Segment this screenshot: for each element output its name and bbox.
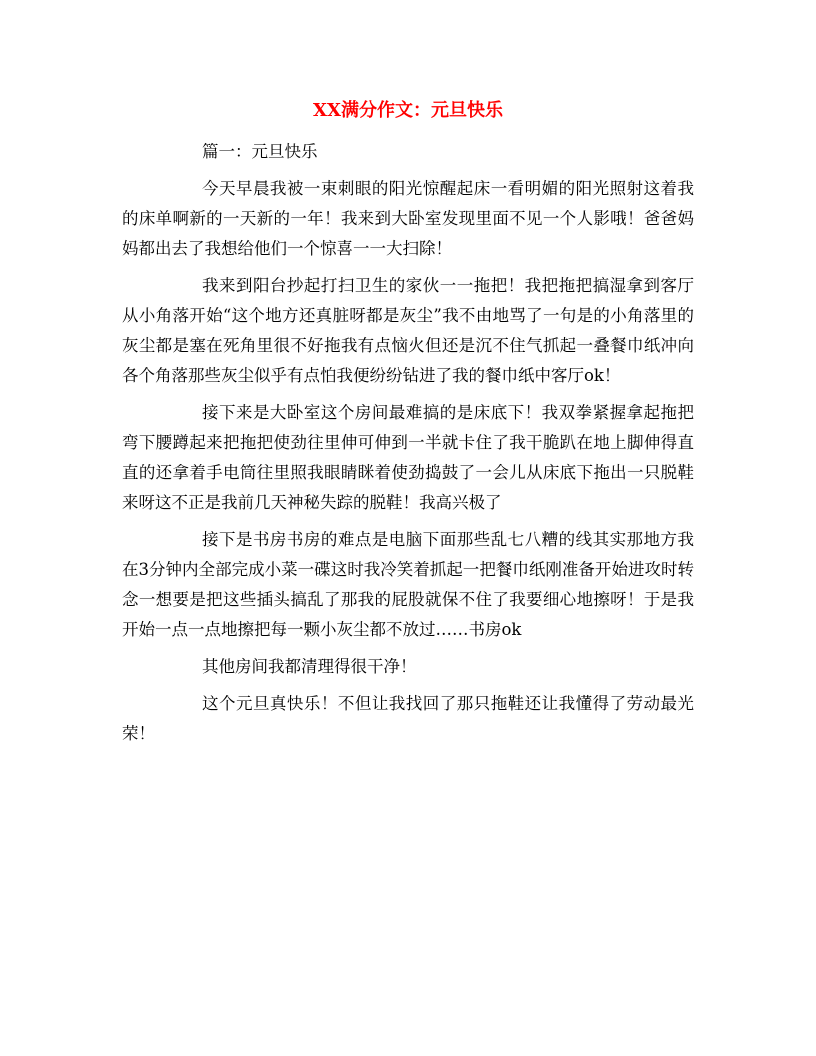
paragraph: 我来到阳台抄起打扫卫生的家伙一一拖把！我把拖把搞湿拿到客厅从小角落开始“这个地方还真脏呀都是灰尘”我不由地骂了一句是的小角落里的灰尘都是塞在死角里很不好拖我有点恼火但还是沉不住气抓起一叠餐巾纸冲向各个角落那些灰尘似乎有点怕我便纷纷钻进了我的餐巾纸中客厅ok！: [122, 276, 694, 385]
section-heading: 篇一：元旦快乐: [202, 142, 318, 161]
paragraph: 接下是书房书房的难点是电脑下面那些乱七八糟的线其实那地方我在3分钟内全部完成小菜一碟这时我冷笑着抓起一把餐巾纸刚准备开始进攻时转念一想要是把这些插头搞乱了那我的屁股就保不住了我要细心地擦呀！于是我开始一点一点地擦把每一颗小灰尘都不放过……书房ok: [122, 530, 694, 639]
paragraph: 这个元旦真快乐！不但让我找回了那只拖鞋还让我懂得了劳动最光荣！: [122, 694, 694, 743]
document-title: XX满分作文：元旦快乐: [313, 100, 503, 121]
document-body: [122, 137, 694, 756]
paragraph: 接下来是大卧室这个房间最难搞的是床底下！我双拳紧握拿起拖把弯下腰蹲起来把拖把使劲往里伸可伸到一半就卡住了我干脆趴在地上脚伸得直直的还拿着手电筒往里照我眼睛眯着使劲捣鼓了一会儿从床底下拖出一只脱鞋来呀这不正是我前几天神秘失踪的脱鞋！我高兴极了: [122, 403, 694, 512]
paragraph: 其他房间我都清理得很干净！: [202, 657, 417, 676]
paragraph: 今天早晨我被一束刺眼的阳光惊醒起床一看明媚的阳光照射这着我的床单啊新的一天新的一年！我来到大卧室发现里面不见一个人影哦！爸爸妈妈都出去了我想给他们一个惊喜一一大扫除！: [122, 179, 694, 258]
